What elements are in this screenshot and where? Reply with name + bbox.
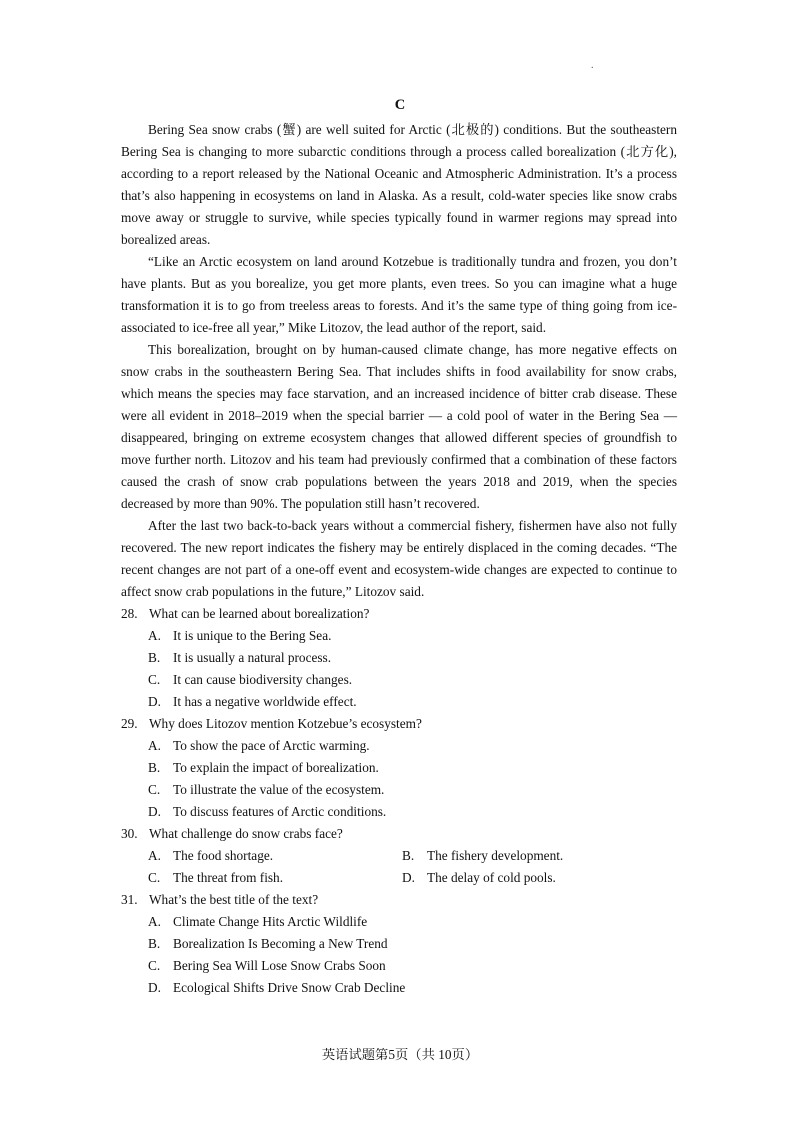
- option-28-b[interactable]: [121, 647, 677, 669]
- corner-mark: .: [591, 60, 594, 71]
- option-30-d[interactable]: [402, 867, 656, 889]
- option-letter: C.: [148, 870, 161, 885]
- option-letter: D.: [148, 694, 161, 709]
- option-letter: B.: [402, 848, 415, 863]
- section-heading: C: [394, 97, 406, 113]
- question-number: 29.: [121, 716, 138, 731]
- option-29-d[interactable]: [121, 801, 677, 823]
- question-text: What’s the best title of the text?: [149, 892, 319, 907]
- question-list: [121, 603, 677, 999]
- option-letter: C.: [148, 672, 161, 687]
- option-text: It can cause biodiversity changes.: [173, 672, 353, 687]
- option-28-d[interactable]: [121, 691, 677, 713]
- passage-paragraph: “Like an Arctic ecosystem on land around Kotzebue is traditionally tundra and frozen, you don’t have plants. But as you borealize, you get more plants, even trees. So you can imagine what a huge transformation it is to go from treeless areas to forests. And it’s the same type of thing going from ice-associated to ice-free all year,” Mike Litozov, the lead author of the report, said.: [121, 254, 677, 335]
- option-30-c[interactable]: [148, 867, 402, 889]
- question-29: [121, 713, 677, 823]
- option-letter: D.: [148, 980, 161, 995]
- option-29-a[interactable]: [121, 735, 677, 757]
- option-28-a[interactable]: [121, 625, 677, 647]
- option-text: Climate Change Hits Arctic Wildlife: [173, 914, 368, 929]
- question-28: [121, 603, 677, 713]
- option-30-b[interactable]: [402, 845, 656, 867]
- option-letter: D.: [402, 870, 415, 885]
- option-text: It has a negative worldwide effect.: [173, 694, 357, 709]
- option-letter: A.: [148, 738, 161, 753]
- option-text: The threat from fish.: [173, 870, 284, 885]
- option-text: Bering Sea Will Lose Snow Crabs Soon: [173, 958, 386, 973]
- passage-paragraph: After the last two back-to-back years without a commercial fishery, fishermen have also not fully recovered. The new report indicates the fishery may be entirely displaced in the coming decades. “The recent changes are not part of a one-off event and ecosystem-wide changes are expected to continue to affect snow crab populations in the future,” Litozov said.: [121, 518, 677, 599]
- option-31-d[interactable]: [121, 977, 677, 999]
- option-28-c[interactable]: [121, 669, 677, 691]
- question-31: [121, 889, 677, 999]
- option-text: Ecological Shifts Drive Snow Crab Decline: [173, 980, 406, 995]
- option-letter: B.: [148, 650, 161, 665]
- option-text: To explain the impact of borealization.: [173, 760, 379, 775]
- passage-paragraph: Bering Sea snow crabs (蟹) are well suited for Arctic (北极的) conditions. But the southeastern Bering Sea is changing to more subarctic conditions through a process called borealization (北方化), according to a report released by the National Oceanic and Atmospheric Administration. It’s a process that’s also happening in ecosystems on land in Alaska. As a result, cold-water species like snow crabs move away or struggle to survive, while species typically found in warmer regions may spread into borealized areas.: [121, 122, 677, 247]
- option-text: To discuss features of Arctic conditions.: [173, 804, 387, 819]
- reading-passage: [121, 119, 677, 603]
- option-30-a[interactable]: [148, 845, 402, 867]
- question-text: What challenge do snow crabs face?: [149, 826, 343, 841]
- option-letter: A.: [148, 914, 161, 929]
- option-29-c[interactable]: [121, 779, 677, 801]
- option-31-a[interactable]: [121, 911, 677, 933]
- option-31-b[interactable]: [121, 933, 677, 955]
- option-letter: A.: [148, 848, 161, 863]
- option-text: To show the pace of Arctic warming.: [173, 738, 370, 753]
- option-31-c[interactable]: [121, 955, 677, 977]
- option-text: To illustrate the value of the ecosystem.: [173, 782, 385, 797]
- option-text: Borealization Is Becoming a New Trend: [173, 936, 388, 951]
- option-text: It is unique to the Bering Sea.: [173, 628, 332, 643]
- option-letter: A.: [148, 628, 161, 643]
- question-text: Why does Litozov mention Kotzebue’s ecosystem?: [149, 716, 422, 731]
- option-letter: C.: [148, 782, 161, 797]
- option-text: The food shortage.: [173, 848, 274, 863]
- question-number: 30.: [121, 826, 138, 841]
- option-text: The fishery development.: [427, 848, 564, 863]
- option-text: It is usually a natural process.: [173, 650, 332, 665]
- option-letter: B.: [148, 760, 161, 775]
- option-letter: D.: [148, 804, 161, 819]
- question-text: What can be learned about borealization?: [149, 606, 370, 621]
- option-letter: B.: [148, 936, 161, 951]
- option-letter: C.: [148, 958, 161, 973]
- option-row: [121, 845, 677, 867]
- option-text: The delay of cold pools.: [427, 870, 556, 885]
- passage-paragraph: This borealization, brought on by human-caused climate change, has more negative effects on snow crabs in the southeastern Bering Sea. That includes shifts in food availability for snow crabs, which means the species may face starvation, and an increased incidence of bitter crab disease. These were all evident in 2018–2019 when the special barrier — a cold pool of water in the Bering Sea — disappeared, bringing on extreme ecosystem changes that allowed different species of groundfish to move further north. Litozov and his team had previously confirmed that a combination of these factors caused the crash of snow crab populations between the years 2018 and 2019, when the species decreased by more than 90%. The population still hasn’t recovered.: [121, 342, 677, 511]
- page-footer: 英语试题第5页（共 10页）: [321, 1047, 479, 1062]
- option-29-b[interactable]: [121, 757, 677, 779]
- question-30: [121, 823, 677, 889]
- option-row: [121, 867, 677, 889]
- question-number: 28.: [121, 606, 138, 621]
- question-number: 31.: [121, 892, 138, 907]
